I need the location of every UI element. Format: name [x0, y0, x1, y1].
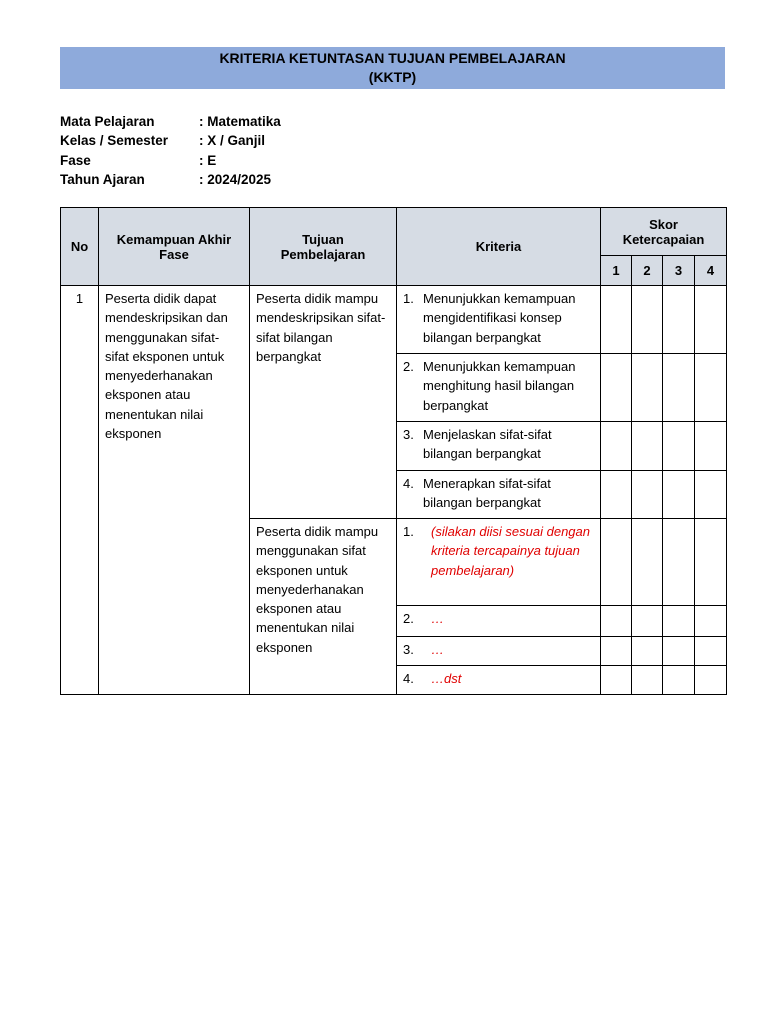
score-cell[interactable]	[663, 471, 695, 519]
score-cell[interactable]	[601, 286, 632, 354]
score-cell[interactable]	[632, 606, 663, 637]
meta-label: Fase	[60, 152, 91, 168]
criterion-cell	[397, 666, 601, 695]
header-score-3: 3	[663, 256, 695, 286]
criterion-cell	[397, 637, 601, 666]
criterion-cell	[397, 519, 601, 606]
header-score-4: 4	[695, 256, 727, 286]
score-cell[interactable]	[632, 471, 663, 519]
page-title: KRITERIA KETUNTASAN TUJUAN PEMBELAJARAN	[219, 50, 566, 66]
score-cell[interactable]	[632, 519, 663, 606]
criterion-cell	[397, 422, 601, 471]
criterion-text: Menerapkan sifat-sifat bilangan berpangkat	[423, 476, 551, 511]
header-tp: Tujuan Pembelajaran	[250, 208, 397, 286]
header-skor: Skor Ketercapaian	[601, 208, 727, 256]
criterion-placeholder-text: (silakan diisi sesuai dengan kriteria tercapainya tujuan pembelajaran)	[431, 524, 590, 578]
score-cell[interactable]	[695, 471, 727, 519]
score-cell[interactable]	[695, 666, 727, 695]
meta-row-phase	[60, 151, 281, 170]
score-cell[interactable]	[663, 637, 695, 666]
criterion-number: 3.	[403, 642, 414, 657]
meta-label: Tahun Ajaran	[60, 171, 145, 187]
criterion-placeholder-text: …dst	[431, 671, 462, 686]
meta-row-class	[60, 131, 281, 150]
score-cell[interactable]	[663, 519, 695, 606]
score-cell[interactable]	[632, 354, 663, 422]
criterion-text: Menunjukkan kemampuan mengidentifikasi konsep bilangan berpangkat	[423, 291, 576, 345]
score-cell[interactable]	[632, 666, 663, 695]
criterion-number: 3.	[403, 427, 414, 442]
score-cell[interactable]	[695, 519, 727, 606]
score-cell[interactable]	[663, 286, 695, 354]
criterion-cell	[397, 354, 601, 422]
header-kriteria: Kriteria	[397, 208, 601, 286]
criterion-cell	[397, 286, 601, 354]
criterion-text: Menjelaskan sifat-sifat bilangan berpangkat	[423, 427, 552, 462]
meta-row-year	[60, 170, 281, 189]
criterion-number: 2.	[403, 359, 414, 374]
score-cell[interactable]	[632, 637, 663, 666]
criterion-cell	[397, 471, 601, 519]
meta-row-subject	[60, 112, 281, 131]
score-cell[interactable]	[663, 422, 695, 471]
score-cell[interactable]	[601, 637, 632, 666]
meta-value: : E	[199, 152, 217, 168]
criterion-cell	[397, 606, 601, 637]
tp2-cell: Peserta didik mampu menggunakan sifat eksponen untuk menyederhanakan eksponen atau menentukan nilai eksponen	[250, 519, 397, 695]
score-cell[interactable]	[663, 354, 695, 422]
criterion-placeholder-text: …	[431, 611, 444, 626]
score-cell[interactable]	[632, 286, 663, 354]
header-kaf: Kemampuan Akhir Fase	[99, 208, 250, 286]
score-cell[interactable]	[695, 637, 727, 666]
meta-value: : 2024/2025	[199, 171, 272, 187]
header-no: No	[61, 208, 99, 286]
meta-label: Mata Pelajaran	[60, 114, 155, 129]
criterion-number: 1.	[403, 524, 414, 539]
row-number: 1	[61, 286, 99, 695]
score-cell[interactable]	[601, 354, 632, 422]
criterion-number: 1.	[403, 291, 414, 306]
score-cell[interactable]	[695, 286, 727, 354]
page-subtitle: (KKTP)	[368, 69, 417, 85]
score-cell[interactable]	[695, 422, 727, 471]
score-cell[interactable]	[695, 354, 727, 422]
table-row	[61, 286, 727, 354]
score-cell[interactable]	[601, 519, 632, 606]
criterion-text: Menunjukkan kemampuan menghitung hasil bilangan berpangkat	[423, 359, 576, 413]
kktp-table	[60, 207, 727, 695]
score-cell[interactable]	[663, 606, 695, 637]
criterion-number: 4.	[403, 476, 414, 491]
criterion-placeholder-text: …	[431, 642, 444, 657]
meta-value: : X / Ganjil	[199, 133, 266, 149]
title-band	[60, 47, 725, 89]
criterion-number: 4.	[403, 671, 414, 686]
score-cell[interactable]	[663, 666, 695, 695]
score-cell[interactable]	[601, 666, 632, 695]
meta-label: Kelas / Semester	[60, 133, 169, 149]
score-cell[interactable]	[695, 606, 727, 637]
kaf-cell: Peserta didik dapat mendeskripsikan dan menggunakan sifat-sifat eksponen untuk menyederhanakan eksponen atau menentukan nilai eksponen	[99, 286, 250, 695]
header-row	[61, 208, 727, 256]
document-meta	[60, 112, 281, 189]
score-cell[interactable]	[632, 422, 663, 471]
score-cell[interactable]	[601, 606, 632, 637]
header-score-2: 2	[632, 256, 663, 286]
criterion-number: 2.	[403, 611, 414, 626]
score-cell[interactable]	[601, 471, 632, 519]
header-score-1: 1	[601, 256, 632, 286]
tp1-cell: Peserta didik mampu mendeskripsikan sifat-sifat bilangan berpangkat	[250, 286, 397, 519]
meta-value: : Matematika	[199, 114, 281, 129]
score-cell[interactable]	[601, 422, 632, 471]
